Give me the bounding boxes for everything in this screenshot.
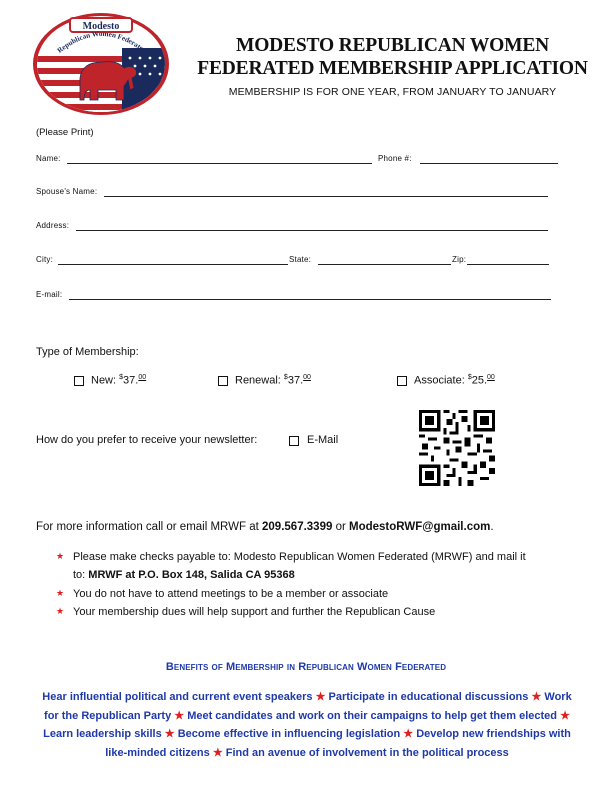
new-checkbox[interactable]	[74, 376, 84, 386]
renewal-checkbox[interactable]	[218, 376, 228, 386]
page-title-line2: FEDERATED MEMBERSHIP APPLICATION	[197, 58, 588, 79]
bullet-checks-line1: Please make checks payable to: Modesto Republican Women Federated (MRWF) and mail it	[73, 551, 526, 563]
benefits-list: Hear influential political and current event speakers ★ Participate in educational discussions ★ Work for the Republican Party ★ Meet candidates and work on their campaigns to help get them elected ★ Learn leadership skills ★ Become effective in influencing legislation ★ Develop new friendships with like-minded citizens ★ Find an avenue of involvement in the political process	[42, 691, 572, 759]
star-icon: ★	[531, 691, 542, 703]
spouse-label: Spouse's Name:	[36, 187, 98, 196]
star-icon: ★	[212, 746, 223, 759]
mrwf-logo	[32, 12, 170, 116]
zip-label: Zip:	[452, 255, 467, 264]
phone-label: Phone #:	[378, 154, 412, 163]
renewal-option: Renewal: $37.00	[235, 374, 311, 387]
new-option: New: $37.00	[91, 374, 147, 387]
star-icon: ★	[164, 728, 175, 740]
spouse-field[interactable]	[104, 196, 548, 197]
city-label: City:	[36, 255, 53, 264]
star-icon: ★	[174, 709, 185, 722]
qr-code	[419, 408, 495, 488]
bullet-dues: Your membership dues will help support and further the Republican Cause	[73, 606, 436, 618]
star-icon: ★	[56, 606, 65, 616]
name-field[interactable]	[67, 163, 372, 164]
star-icon: ★	[403, 728, 414, 740]
email-field[interactable]	[69, 299, 551, 300]
address-field[interactable]	[76, 230, 548, 231]
address-label: Address:	[36, 221, 70, 230]
state-label: State:	[289, 255, 312, 264]
associate-checkbox[interactable]	[397, 376, 407, 386]
contact-line: For more information call or email MRWF at 209.567.3399 or ModestoRWF@gmail.com.	[36, 521, 494, 533]
email-newsletter-checkbox[interactable]	[289, 436, 299, 446]
print-note: (Please Print)	[36, 127, 94, 138]
contact-email[interactable]: ModestoRWF@gmail.com	[349, 521, 491, 533]
star-icon: ★	[315, 691, 326, 703]
phone-field[interactable]	[420, 163, 558, 164]
city-field[interactable]	[58, 264, 288, 265]
associate-option: Associate: $25.00	[414, 374, 495, 387]
state-field[interactable]	[318, 264, 451, 265]
email-newsletter-label: E-Mail	[307, 434, 339, 446]
logo-top-text: Modesto	[82, 21, 120, 32]
page-subtitle: MEMBERSHIP IS FOR ONE YEAR, FROM JANUARY TO JANUARY	[228, 86, 557, 98]
contact-phone[interactable]: 209.567.3399	[262, 521, 333, 533]
name-label: Name:	[36, 154, 61, 163]
star-icon: ★	[56, 588, 65, 598]
star-icon: ★	[56, 551, 65, 561]
star-icon: ★	[560, 709, 570, 722]
zip-field[interactable]	[467, 264, 549, 265]
benefits-title: Benefits of Membership in Republican Women Federated	[165, 661, 447, 673]
newsletter-question: How do you prefer to receive your newsletter:	[36, 434, 258, 446]
logo-arc-text: Republican Women Federated	[55, 29, 148, 55]
bullet-checks-line2: to: MRWF at P.O. Box 148, Salida CA 95368	[73, 569, 295, 581]
membership-heading: Type of Membership:	[36, 346, 139, 358]
bullet-meetings: You do not have to attend meetings to be a member or associate	[73, 588, 389, 600]
email-label: E-mail:	[36, 290, 63, 299]
page-title-line1: MODESTO REPUBLICAN WOMEN	[235, 35, 550, 56]
